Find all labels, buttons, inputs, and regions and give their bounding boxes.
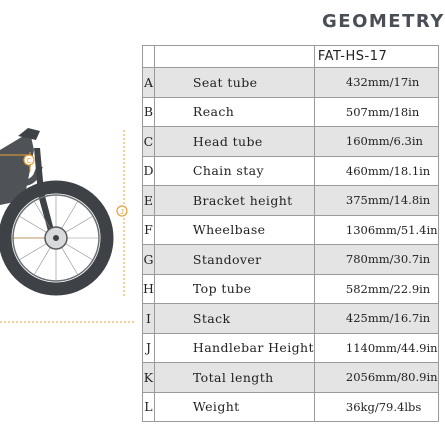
table-row [143, 127, 439, 157]
row-name: Total length [154, 363, 314, 393]
row-name: Seat tube [154, 68, 314, 98]
model-name: FAT-HS-17 [314, 46, 438, 68]
row-letter: E [143, 186, 155, 216]
row-value: 582mm/22.9in [314, 274, 438, 304]
row-name: Bracket height [154, 186, 314, 216]
row-name: Top tube [154, 274, 314, 304]
marker-j-label: J [120, 209, 124, 216]
row-name: Handlebar Height [154, 333, 314, 363]
row-value: 2056mm/80.9in [314, 363, 438, 393]
header-blank-cell [154, 46, 314, 68]
table-row [143, 215, 439, 245]
geometry-title: GEOMETRY [322, 11, 445, 32]
marker-c-label: C [26, 158, 32, 165]
row-letter: G [143, 245, 155, 275]
row-letter: J [143, 333, 155, 363]
row-letter: L [143, 392, 155, 422]
table-row [143, 97, 439, 127]
row-letter: I [143, 304, 155, 334]
row-name: Head tube [154, 127, 314, 157]
table-row [143, 274, 439, 304]
table-row [143, 156, 439, 186]
bike-geometry-diagram [0, 0, 140, 430]
table-header-row [143, 46, 439, 68]
row-value: 780mm/30.7in [314, 245, 438, 275]
row-value: 160mm/6.3in [314, 127, 438, 157]
row-letter: H [143, 274, 155, 304]
row-letter: K [143, 363, 155, 393]
row-letter: A [143, 68, 155, 98]
row-value: 36kg/79.4lbs [314, 392, 438, 422]
row-name: Weight [154, 392, 314, 422]
row-letter: F [143, 215, 155, 245]
geometry-table [142, 45, 439, 422]
row-value: 1140mm/44.9in [314, 333, 438, 363]
table-row [143, 245, 439, 275]
row-name: Reach [154, 97, 314, 127]
table-row [143, 363, 439, 393]
row-name: Wheelbase [154, 215, 314, 245]
row-value: 507mm/18in [314, 97, 438, 127]
row-letter: D [143, 156, 155, 186]
row-name: Stack [154, 304, 314, 334]
row-value: 375mm/14.8in [314, 186, 438, 216]
row-name: Chain stay [154, 156, 314, 186]
table-row [143, 304, 439, 334]
row-value: 1306mm/51.4in [314, 215, 438, 245]
row-letter: C [143, 127, 155, 157]
row-value: 425mm/16.7in [314, 304, 438, 334]
table-row [143, 333, 439, 363]
table-row [143, 68, 439, 98]
table-row [143, 186, 439, 216]
row-letter: B [143, 97, 155, 127]
table-row [143, 392, 439, 422]
row-name: Standover [154, 245, 314, 275]
wheel-hub [53, 235, 59, 241]
row-value: 460mm/18.1in [314, 156, 438, 186]
row-value: 432mm/17in [314, 68, 438, 98]
header-blank-cell [143, 46, 155, 68]
